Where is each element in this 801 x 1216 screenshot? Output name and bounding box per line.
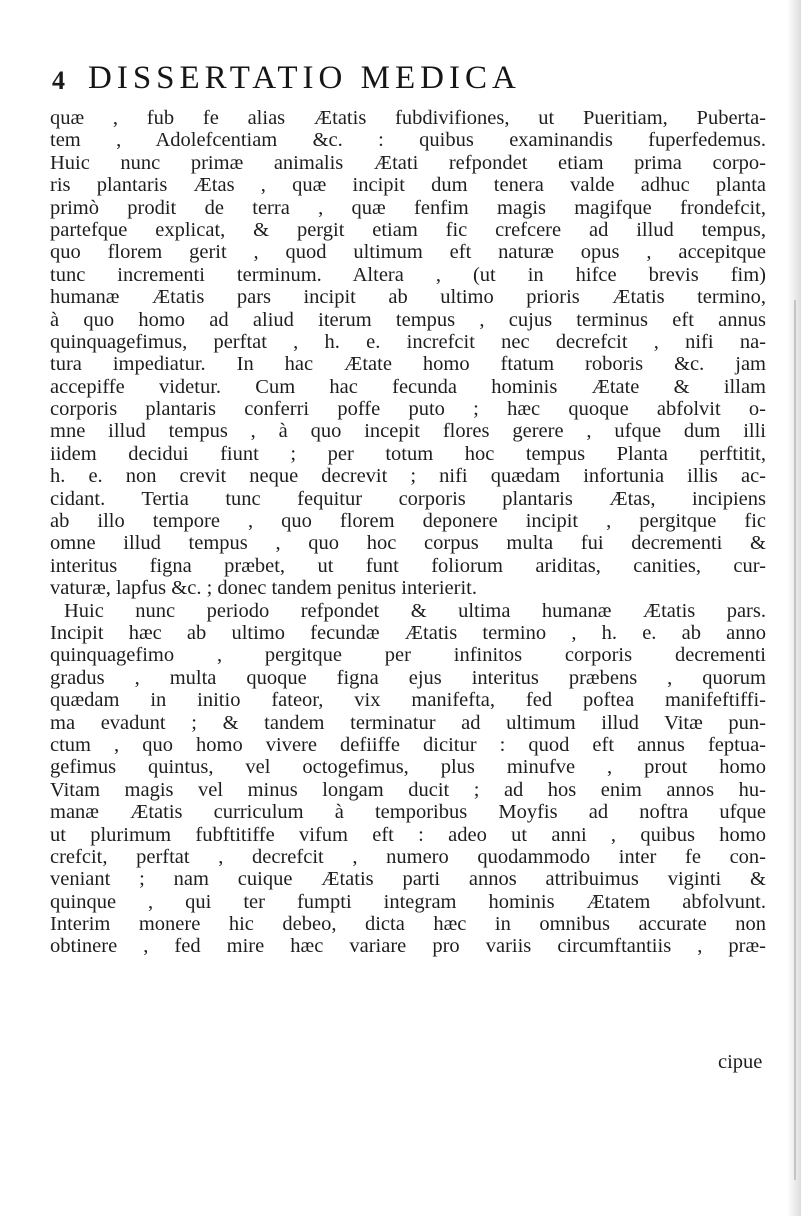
body-text bbox=[50, 107, 766, 958]
text-line: corporis plantaris conferri poffe puto ; hæc quoque abfolvit o- bbox=[50, 398, 766, 421]
text-line: Incipit hæc ab ultimo fecundæ Ætatis termino , h. e. ab anno bbox=[50, 621, 766, 644]
text-line: Huic nunc primæ animalis Ætati refpondet etiam prima corpo- bbox=[50, 151, 766, 174]
text-line: Huic nunc periodo refpondet & ultima humanæ Ætatis pars. bbox=[64, 599, 766, 622]
text-line: quo florem gerit , quod ultimum eft naturæ opus , accepitque bbox=[50, 241, 766, 264]
text-line: tunc incrementi terminum. Altera , (ut in hifce brevis fim) bbox=[50, 263, 766, 286]
text-line: ab illo tempore , quo florem deponere incipit , pergitque fic bbox=[50, 510, 766, 533]
text-line: humanæ Ætatis pars incipit ab ultimo prioris Ætatis termino, bbox=[50, 286, 766, 309]
text-line: gradus , multa quoque figna ejus interitus præbens , quorum bbox=[50, 666, 766, 689]
text-line: quæ , fub fe alias Ætatis fubdivifiones, ut Pueritiam, Puberta- bbox=[50, 107, 766, 129]
text-line: accepiffe videtur. Cum hac fecunda hominis Ætate & illam bbox=[50, 375, 766, 398]
text-line: à quo homo ad aliud iterum tempus , cujus terminus eft annus bbox=[50, 308, 766, 331]
text-line: gefimus quintus, vel octogefimus, plus minufve , prout homo bbox=[50, 756, 766, 779]
text-line: Vitam magis vel minus longam ducit ; ad hos enim annos hu- bbox=[50, 778, 766, 801]
text-line: vaturæ, lapfus &c. ; donec tandem penitus interierit. bbox=[50, 577, 477, 600]
text-line: cidant. Tertia tunc fequitur corporis plantaris Ætas, incipiens bbox=[50, 487, 766, 510]
text-line: ut plurimum fubftitiffe vifum eft : adeo ut anni , quibus homo bbox=[50, 823, 766, 846]
text-line: Interim monere hic debeo, dicta hæc in omnibus accurate non bbox=[50, 913, 766, 936]
text-line: ris plantaris Ætas , quæ incipit dum tenera valde adhuc planta bbox=[50, 174, 766, 197]
text-line: h. e. non crevit neque decrevit ; nifi quædam infortunia illis ac- bbox=[50, 465, 766, 488]
text-line: quædam in initio fateor, vix manifefta, fed poftea manifeftiffi- bbox=[50, 689, 766, 712]
text-line: manæ Ætatis curriculum à temporibus Moyfis ad noftra ufque bbox=[50, 801, 766, 824]
text-line: quinquagefimus, perftat , h. e. increfcit nec decrefcit , nifi na- bbox=[50, 330, 766, 353]
text-line: partefque explicat, & pergit etiam fic crefcere ad illud tempus, bbox=[50, 218, 766, 241]
page-number: 4 bbox=[52, 66, 65, 95]
text-line: crefcit, perftat , decrefcit , numero quodammodo inter fe con- bbox=[50, 845, 766, 868]
running-head: DISSERTATIO MEDICA bbox=[88, 60, 521, 96]
catchword: cipue bbox=[718, 1051, 763, 1073]
page-edge-line bbox=[794, 300, 796, 1180]
text-line: quinquagefimo , pergitque per infinitos corporis decrementi bbox=[50, 644, 766, 667]
text-line: veniant ; nam cuique Ætatis parti annos attribuimus viginti & bbox=[50, 868, 766, 891]
text-line: mne illud tempus , à quo incepit flores gerere , ufque dum illi bbox=[50, 420, 766, 443]
text-line: omne illud tempus , quo hoc corpus multa fui decrementi & bbox=[50, 532, 766, 555]
text-line: quinque , qui ter fumpti integram hominis Ætatem abfolvunt. bbox=[50, 890, 766, 913]
text-line: tura impediatur. In hac Ætate homo ftatum roboris &c. jam bbox=[50, 353, 766, 376]
text-line: ctum , quo homo vivere defiiffe dicitur : quod eft annus feptua- bbox=[50, 733, 766, 756]
text-line: primò prodit de terra , quæ fenfim magis magifque frondefcit, bbox=[50, 196, 766, 219]
text-line: interitus figna præbet, ut funt foliorum ariditas, canities, cur- bbox=[50, 554, 766, 577]
text-line: obtinere , fed mire hæc variare pro variis circumftantiis , præ- bbox=[50, 935, 766, 958]
text-line: tem , Adolefcentiam &c. : quibus examinandis fuperfedemus. bbox=[50, 129, 766, 152]
text-line: iidem decidui fiunt ; per totum hoc tempus Planta perftitit, bbox=[50, 442, 766, 465]
text-line: ma evadunt ; & tandem terminatur ad ultimum illud Vitæ pun- bbox=[50, 711, 766, 734]
